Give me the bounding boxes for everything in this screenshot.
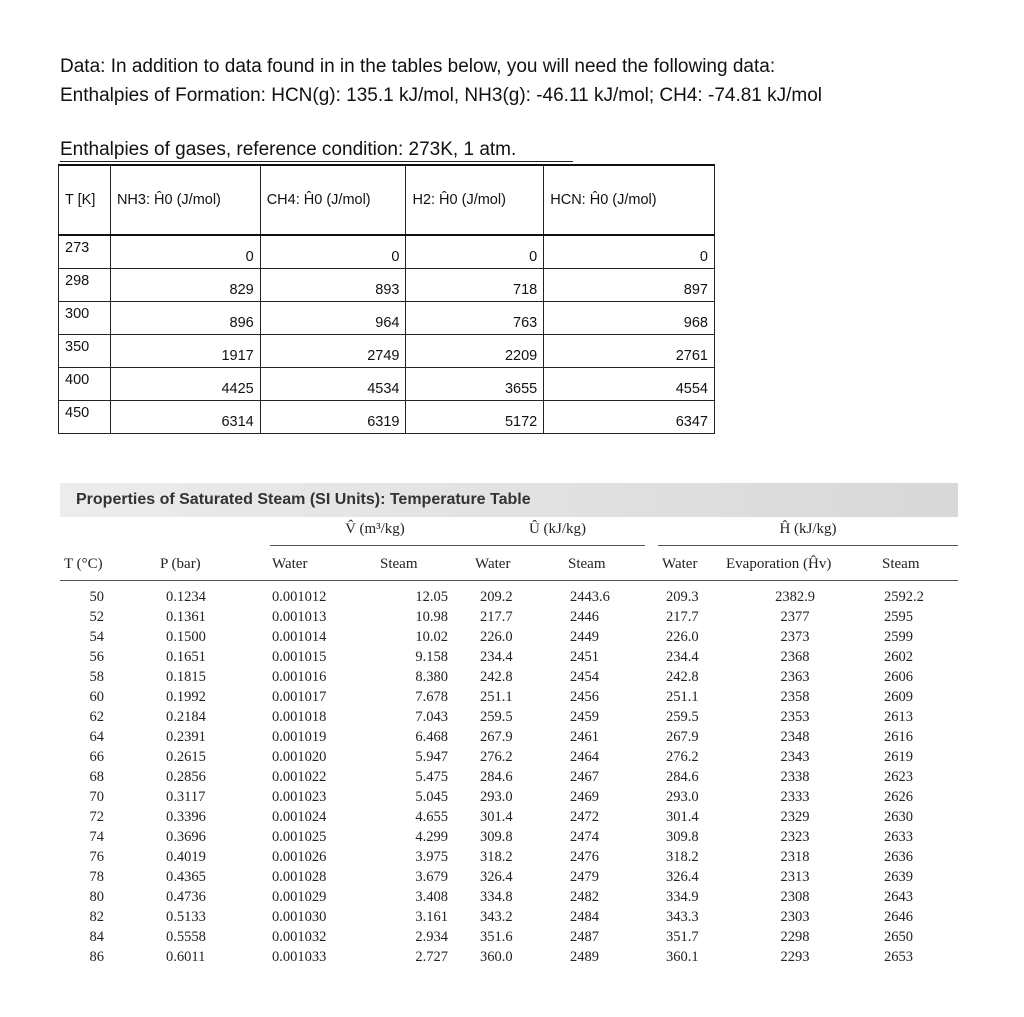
gas-table-body bbox=[59, 235, 715, 433]
steam-cell-h-water: 259.5 bbox=[666, 709, 699, 725]
steam-cell-u-water: 267.9 bbox=[480, 729, 513, 745]
col-header-v-water: Water bbox=[272, 556, 308, 572]
steam-cell-h-evaporation: 2353 bbox=[780, 709, 810, 725]
gas-table-row bbox=[59, 334, 715, 367]
steam-cell-u-water: 259.5 bbox=[480, 709, 513, 725]
steam-table-row bbox=[60, 747, 958, 767]
steam-cell-v-water: 0.001026 bbox=[272, 849, 327, 865]
gas-table-row bbox=[59, 367, 715, 400]
steam-cell-v-steam: 8.380 bbox=[415, 669, 448, 685]
steam-cell-temperature: 64 bbox=[89, 729, 104, 745]
gas-cell-nh3: 829 bbox=[110, 268, 260, 301]
steam-cell-h-steam: 2595 bbox=[884, 609, 913, 625]
steam-cell-h-evaporation: 2318 bbox=[780, 849, 810, 865]
steam-cell-h-steam: 2636 bbox=[884, 849, 913, 865]
steam-cell-pressure: 0.1361 bbox=[166, 609, 206, 625]
steam-cell-h-evaporation: 2343 bbox=[780, 749, 810, 765]
steam-cell-v-steam: 6.468 bbox=[415, 729, 448, 745]
steam-cell-pressure: 0.3696 bbox=[166, 829, 206, 845]
steam-cell-v-steam: 3.679 bbox=[415, 869, 448, 885]
steam-cell-temperature: 66 bbox=[89, 749, 104, 765]
gas-cell-ch4: 0 bbox=[260, 235, 406, 268]
steam-cell-u-steam: 2484 bbox=[570, 909, 599, 925]
steam-cell-u-steam: 2489 bbox=[570, 949, 599, 965]
steam-cell-h-evaporation: 2363 bbox=[780, 669, 810, 685]
steam-cell-pressure: 0.3117 bbox=[166, 789, 206, 805]
steam-cell-v-steam: 10.98 bbox=[415, 609, 448, 625]
steam-cell-v-steam: 10.02 bbox=[415, 629, 448, 645]
gas-cell-t: 300 bbox=[59, 301, 111, 334]
header-temperature: T [K] bbox=[59, 165, 111, 235]
gas-cell-hcn: 897 bbox=[544, 268, 715, 301]
steam-cell-v-water: 0.001028 bbox=[272, 869, 327, 885]
steam-cell-u-water: 242.8 bbox=[480, 669, 513, 685]
header-ch4: CH4: Ĥ0 (J/mol) bbox=[260, 165, 406, 235]
steam-cell-v-water: 0.001013 bbox=[272, 609, 327, 625]
gas-cell-h2: 3655 bbox=[406, 367, 544, 400]
gas-cell-t: 450 bbox=[59, 400, 111, 433]
group-rule-enthalpy bbox=[658, 545, 958, 546]
col-header-u-water: Water bbox=[475, 556, 511, 572]
steam-cell-h-evaporation: 2303 bbox=[780, 909, 810, 925]
steam-cell-h-evaporation: 2329 bbox=[780, 809, 810, 825]
gas-cell-t: 273 bbox=[59, 235, 111, 268]
steam-cell-u-steam: 2443.6 bbox=[570, 589, 610, 605]
group-header-enthalpy: Ĥ (kJ/kg) bbox=[779, 521, 837, 537]
steam-cell-h-evaporation: 2338 bbox=[780, 769, 810, 785]
steam-cell-temperature: 82 bbox=[89, 909, 104, 925]
steam-cell-pressure: 0.6011 bbox=[166, 949, 206, 965]
steam-cell-v-steam: 3.408 bbox=[415, 889, 448, 905]
steam-table-row bbox=[60, 607, 958, 627]
steam-cell-v-steam: 4.655 bbox=[415, 809, 448, 825]
steam-table-row bbox=[60, 907, 958, 927]
steam-cell-v-steam: 5.045 bbox=[415, 789, 448, 805]
steam-cell-h-evaporation: 2373 bbox=[780, 629, 810, 645]
steam-table-row bbox=[60, 627, 958, 647]
intro-line-1: Data: In addition to data found in in the tables below, you will need the following data: bbox=[60, 56, 776, 77]
gas-cell-ch4: 893 bbox=[260, 268, 406, 301]
steam-cell-h-evaporation: 2368 bbox=[780, 649, 810, 665]
steam-cell-h-steam: 2616 bbox=[884, 729, 913, 745]
gas-cell-hcn: 968 bbox=[544, 301, 715, 334]
steam-cell-h-steam: 2619 bbox=[884, 749, 913, 765]
steam-cell-pressure: 0.1500 bbox=[166, 629, 206, 645]
steam-cell-h-steam: 2599 bbox=[884, 629, 913, 645]
gas-cell-t: 298 bbox=[59, 268, 111, 301]
steam-cell-v-water: 0.001024 bbox=[272, 809, 327, 825]
steam-cell-temperature: 80 bbox=[89, 889, 104, 905]
steam-cell-v-water: 0.001020 bbox=[272, 749, 327, 765]
steam-cell-temperature: 50 bbox=[89, 589, 104, 605]
steam-cell-h-water: 276.2 bbox=[666, 749, 699, 765]
steam-table-row bbox=[60, 947, 958, 967]
gas-cell-h2: 5172 bbox=[406, 400, 544, 433]
steam-cell-pressure: 0.5133 bbox=[166, 909, 206, 925]
steam-cell-u-water: 360.0 bbox=[480, 949, 513, 965]
steam-cell-h-steam: 2626 bbox=[884, 789, 913, 805]
steam-cell-h-water: 326.4 bbox=[666, 869, 699, 885]
steam-cell-h-evaporation: 2358 bbox=[780, 689, 810, 705]
steam-cell-h-evaporation: 2293 bbox=[780, 949, 810, 965]
steam-cell-h-evaporation: 2377 bbox=[780, 609, 810, 625]
steam-cell-h-water: 351.7 bbox=[666, 929, 699, 945]
steam-table-row bbox=[60, 687, 958, 707]
steam-cell-u-water: 318.2 bbox=[480, 849, 513, 865]
steam-cell-h-evaporation: 2333 bbox=[780, 789, 810, 805]
steam-cell-h-water: 293.0 bbox=[666, 789, 699, 805]
steam-cell-v-steam: 3.975 bbox=[415, 849, 448, 865]
steam-cell-u-water: 301.4 bbox=[480, 809, 513, 825]
steam-cell-h-water: 343.3 bbox=[666, 909, 699, 925]
steam-cell-v-steam: 2.727 bbox=[415, 949, 448, 965]
col-header-u-steam: Steam bbox=[568, 556, 606, 572]
steam-cell-u-steam: 2451 bbox=[570, 649, 599, 665]
steam-cell-u-steam: 2487 bbox=[570, 929, 599, 945]
steam-table-row bbox=[60, 827, 958, 847]
steam-cell-v-steam: 4.299 bbox=[415, 829, 448, 845]
steam-cell-h-water: 309.8 bbox=[666, 829, 699, 845]
steam-cell-u-water: 309.8 bbox=[480, 829, 513, 845]
steam-cell-h-evaporation: 2382.9 bbox=[775, 589, 815, 605]
steam-cell-u-water: 209.2 bbox=[480, 589, 513, 605]
steam-cell-h-water: 334.9 bbox=[666, 889, 699, 905]
steam-cell-v-steam: 3.161 bbox=[415, 909, 448, 925]
steam-table-row bbox=[60, 807, 958, 827]
gas-cell-hcn: 0 bbox=[544, 235, 715, 268]
steam-cell-h-water: 284.6 bbox=[666, 769, 699, 785]
col-header-temperature: T (°C) bbox=[64, 556, 103, 572]
steam-cell-h-steam: 2602 bbox=[884, 649, 913, 665]
gas-cell-h2: 0 bbox=[406, 235, 544, 268]
gas-table-row bbox=[59, 268, 715, 301]
steam-cell-h-water: 226.0 bbox=[666, 629, 699, 645]
steam-cell-temperature: 76 bbox=[89, 849, 104, 865]
steam-cell-u-steam: 2461 bbox=[570, 729, 599, 745]
steam-cell-temperature: 62 bbox=[89, 709, 104, 725]
gas-table-row bbox=[59, 400, 715, 433]
steam-cell-v-water: 0.001017 bbox=[272, 689, 327, 705]
steam-cell-u-water: 293.0 bbox=[480, 789, 513, 805]
steam-cell-temperature: 52 bbox=[89, 609, 104, 625]
steam-cell-v-water: 0.001018 bbox=[272, 709, 327, 725]
steam-cell-pressure: 0.4365 bbox=[166, 869, 206, 885]
steam-cell-u-steam: 2472 bbox=[570, 809, 599, 825]
col-header-pressure: P (bar) bbox=[160, 556, 201, 572]
steam-cell-u-steam: 2467 bbox=[570, 769, 599, 785]
gas-table-row bbox=[59, 235, 715, 268]
steam-cell-v-water: 0.001033 bbox=[272, 949, 327, 965]
gas-cell-ch4: 964 bbox=[260, 301, 406, 334]
header-nh3: NH3: Ĥ0 (J/mol) bbox=[110, 165, 260, 235]
steam-cell-u-water: 276.2 bbox=[480, 749, 513, 765]
steam-cell-h-evaporation: 2348 bbox=[780, 729, 810, 745]
steam-cell-h-evaporation: 2308 bbox=[780, 889, 810, 905]
steam-cell-u-steam: 2464 bbox=[570, 749, 599, 765]
steam-cell-u-steam: 2459 bbox=[570, 709, 599, 725]
steam-cell-v-water: 0.001016 bbox=[272, 669, 327, 685]
steam-cell-v-water: 0.001025 bbox=[272, 829, 327, 845]
steam-cell-v-water: 0.001023 bbox=[272, 789, 327, 805]
steam-cell-v-steam: 7.678 bbox=[415, 689, 448, 705]
steam-table-row bbox=[60, 767, 958, 787]
steam-cell-temperature: 56 bbox=[89, 649, 104, 665]
steam-cell-u-steam: 2454 bbox=[570, 669, 599, 685]
steam-cell-h-steam: 2606 bbox=[884, 669, 913, 685]
steam-cell-h-evaporation: 2313 bbox=[780, 869, 810, 885]
header-hcn: HCN: Ĥ0 (J/mol) bbox=[544, 165, 715, 235]
steam-cell-h-steam: 2613 bbox=[884, 709, 913, 725]
steam-cell-v-steam: 7.043 bbox=[415, 709, 448, 725]
steam-cell-v-steam: 5.475 bbox=[415, 769, 448, 785]
gas-table-caption: Enthalpies of gases, reference condition: 273K, 1 atm. bbox=[60, 139, 517, 160]
steam-cell-h-evaporation: 2323 bbox=[780, 829, 810, 845]
steam-cell-temperature: 86 bbox=[89, 949, 104, 965]
steam-table-row bbox=[60, 867, 958, 887]
steam-cell-u-water: 326.4 bbox=[480, 869, 513, 885]
steam-cell-v-water: 0.001022 bbox=[272, 769, 327, 785]
col-header-h-evaporation: Evaporation (Ĥv) bbox=[726, 556, 832, 572]
steam-cell-h-evaporation: 2298 bbox=[780, 929, 810, 945]
steam-cell-temperature: 54 bbox=[89, 629, 104, 645]
group-header-internal-energy: Û (kJ/kg) bbox=[528, 521, 587, 537]
steam-cell-h-water: 318.2 bbox=[666, 849, 699, 865]
gas-cell-nh3: 1917 bbox=[110, 334, 260, 367]
gas-cell-nh3: 0 bbox=[110, 235, 260, 268]
steam-cell-v-steam: 12.05 bbox=[415, 589, 448, 605]
col-header-h-steam: Steam bbox=[882, 556, 920, 572]
header-h2: H2: Ĥ0 (J/mol) bbox=[406, 165, 544, 235]
gas-cell-hcn: 6347 bbox=[544, 400, 715, 433]
gas-cell-nh3: 4425 bbox=[110, 367, 260, 400]
steam-cell-h-water: 217.7 bbox=[666, 609, 699, 625]
steam-cell-h-steam: 2646 bbox=[884, 909, 913, 925]
steam-cell-temperature: 58 bbox=[89, 669, 104, 685]
steam-cell-v-steam: 9.158 bbox=[415, 649, 448, 665]
steam-cell-u-water: 284.6 bbox=[480, 769, 513, 785]
steam-cell-v-water: 0.001019 bbox=[272, 729, 327, 745]
gas-cell-hcn: 2761 bbox=[544, 334, 715, 367]
col-header-h-water: Water bbox=[662, 556, 698, 572]
group-header-specific-volume: V̂ (m³/kg) bbox=[345, 521, 405, 537]
steam-cell-temperature: 70 bbox=[89, 789, 104, 805]
col-header-v-steam: Steam bbox=[380, 556, 418, 572]
steam-cell-h-steam: 2643 bbox=[884, 889, 913, 905]
gas-table-header-row bbox=[59, 165, 715, 235]
steam-cell-u-steam: 2476 bbox=[570, 849, 599, 865]
gas-table-row bbox=[59, 301, 715, 334]
steam-cell-temperature: 74 bbox=[89, 829, 104, 845]
steam-cell-temperature: 72 bbox=[89, 809, 104, 825]
steam-cell-pressure: 0.1992 bbox=[166, 689, 206, 705]
steam-cell-u-steam: 2482 bbox=[570, 889, 599, 905]
steam-cell-h-steam: 2592.2 bbox=[884, 589, 924, 605]
steam-cell-pressure: 0.2184 bbox=[166, 709, 206, 725]
steam-cell-u-steam: 2446 bbox=[570, 609, 599, 625]
gas-cell-ch4: 4534 bbox=[260, 367, 406, 400]
steam-table-title: Properties of Saturated Steam (SI Units): Temperature Table bbox=[60, 483, 958, 517]
steam-cell-v-water: 0.001014 bbox=[272, 629, 327, 645]
steam-cell-u-steam: 2479 bbox=[570, 869, 599, 885]
steam-table-row bbox=[60, 887, 958, 907]
gas-cell-h2: 718 bbox=[406, 268, 544, 301]
steam-cell-pressure: 0.1234 bbox=[166, 589, 206, 605]
steam-cell-h-water: 251.1 bbox=[666, 689, 699, 705]
steam-cell-u-water: 217.7 bbox=[480, 609, 513, 625]
steam-cell-u-water: 351.6 bbox=[480, 929, 513, 945]
intro-text bbox=[60, 52, 822, 110]
group-rule-internal-energy bbox=[470, 545, 645, 546]
steam-cell-pressure: 0.4736 bbox=[166, 889, 206, 905]
steam-cell-u-steam: 2449 bbox=[570, 629, 599, 645]
steam-cell-v-water: 0.001012 bbox=[272, 589, 327, 605]
steam-cell-h-water: 267.9 bbox=[666, 729, 699, 745]
gas-cell-nh3: 896 bbox=[110, 301, 260, 334]
steam-header-rule bbox=[60, 580, 958, 581]
steam-cell-pressure: 0.4019 bbox=[166, 849, 206, 865]
steam-cell-u-water: 234.4 bbox=[480, 649, 513, 665]
steam-table-row bbox=[60, 847, 958, 867]
steam-cell-v-water: 0.001032 bbox=[272, 929, 327, 945]
steam-cell-pressure: 0.1651 bbox=[166, 649, 206, 665]
intro-line-2: Enthalpies of Formation: HCN(g): 135.1 kJ/mol, NH3(g): -46.11 kJ/mol; CH4: -74.81 kJ/mol bbox=[60, 85, 823, 106]
gas-cell-ch4: 6319 bbox=[260, 400, 406, 433]
steam-cell-u-water: 334.8 bbox=[480, 889, 513, 905]
steam-cell-h-water: 209.3 bbox=[666, 589, 699, 605]
steam-cell-h-steam: 2630 bbox=[884, 809, 913, 825]
steam-cell-u-steam: 2474 bbox=[570, 829, 599, 845]
gas-enthalpy-table bbox=[58, 164, 715, 434]
steam-table-row bbox=[60, 647, 958, 667]
steam-cell-u-water: 343.2 bbox=[480, 909, 513, 925]
steam-cell-pressure: 0.2615 bbox=[166, 749, 206, 765]
steam-cell-v-water: 0.001015 bbox=[272, 649, 327, 665]
group-rule-specific-volume bbox=[270, 545, 480, 546]
steam-cell-pressure: 0.5558 bbox=[166, 929, 206, 945]
steam-cell-h-water: 360.1 bbox=[666, 949, 699, 965]
steam-cell-pressure: 0.2856 bbox=[166, 769, 206, 785]
steam-cell-h-steam: 2639 bbox=[884, 869, 913, 885]
steam-table-row bbox=[60, 707, 958, 727]
steam-cell-v-steam: 5.947 bbox=[415, 749, 448, 765]
steam-table-row bbox=[60, 667, 958, 687]
gas-caption-underline bbox=[60, 161, 573, 162]
steam-cell-h-water: 301.4 bbox=[666, 809, 699, 825]
steam-table bbox=[60, 483, 958, 983]
steam-table-row bbox=[60, 787, 958, 807]
steam-table-rows bbox=[60, 587, 958, 967]
steam-cell-u-water: 226.0 bbox=[480, 629, 513, 645]
steam-cell-temperature: 78 bbox=[89, 869, 104, 885]
steam-cell-h-steam: 2633 bbox=[884, 829, 913, 845]
gas-cell-nh3: 6314 bbox=[110, 400, 260, 433]
steam-table-row bbox=[60, 587, 958, 607]
steam-cell-temperature: 84 bbox=[89, 929, 104, 945]
steam-cell-u-steam: 2469 bbox=[570, 789, 599, 805]
steam-cell-v-steam: 2.934 bbox=[415, 929, 448, 945]
steam-cell-h-steam: 2650 bbox=[884, 929, 913, 945]
steam-cell-h-steam: 2623 bbox=[884, 769, 913, 785]
steam-cell-temperature: 68 bbox=[89, 769, 104, 785]
steam-cell-u-steam: 2456 bbox=[570, 689, 599, 705]
gas-cell-h2: 763 bbox=[406, 301, 544, 334]
steam-cell-h-steam: 2653 bbox=[884, 949, 913, 965]
steam-cell-temperature: 60 bbox=[89, 689, 104, 705]
steam-cell-v-water: 0.001029 bbox=[272, 889, 327, 905]
steam-cell-pressure: 0.2391 bbox=[166, 729, 206, 745]
steam-table-row bbox=[60, 727, 958, 747]
steam-cell-pressure: 0.1815 bbox=[166, 669, 206, 685]
steam-cell-h-water: 242.8 bbox=[666, 669, 699, 685]
gas-cell-hcn: 4554 bbox=[544, 367, 715, 400]
steam-cell-h-steam: 2609 bbox=[884, 689, 913, 705]
gas-cell-t: 350 bbox=[59, 334, 111, 367]
steam-cell-pressure: 0.3396 bbox=[166, 809, 206, 825]
gas-cell-t: 400 bbox=[59, 367, 111, 400]
gas-cell-h2: 2209 bbox=[406, 334, 544, 367]
steam-table-row bbox=[60, 927, 958, 947]
steam-cell-u-water: 251.1 bbox=[480, 689, 513, 705]
steam-cell-h-water: 234.4 bbox=[666, 649, 699, 665]
gas-cell-ch4: 2749 bbox=[260, 334, 406, 367]
steam-cell-v-water: 0.001030 bbox=[272, 909, 327, 925]
